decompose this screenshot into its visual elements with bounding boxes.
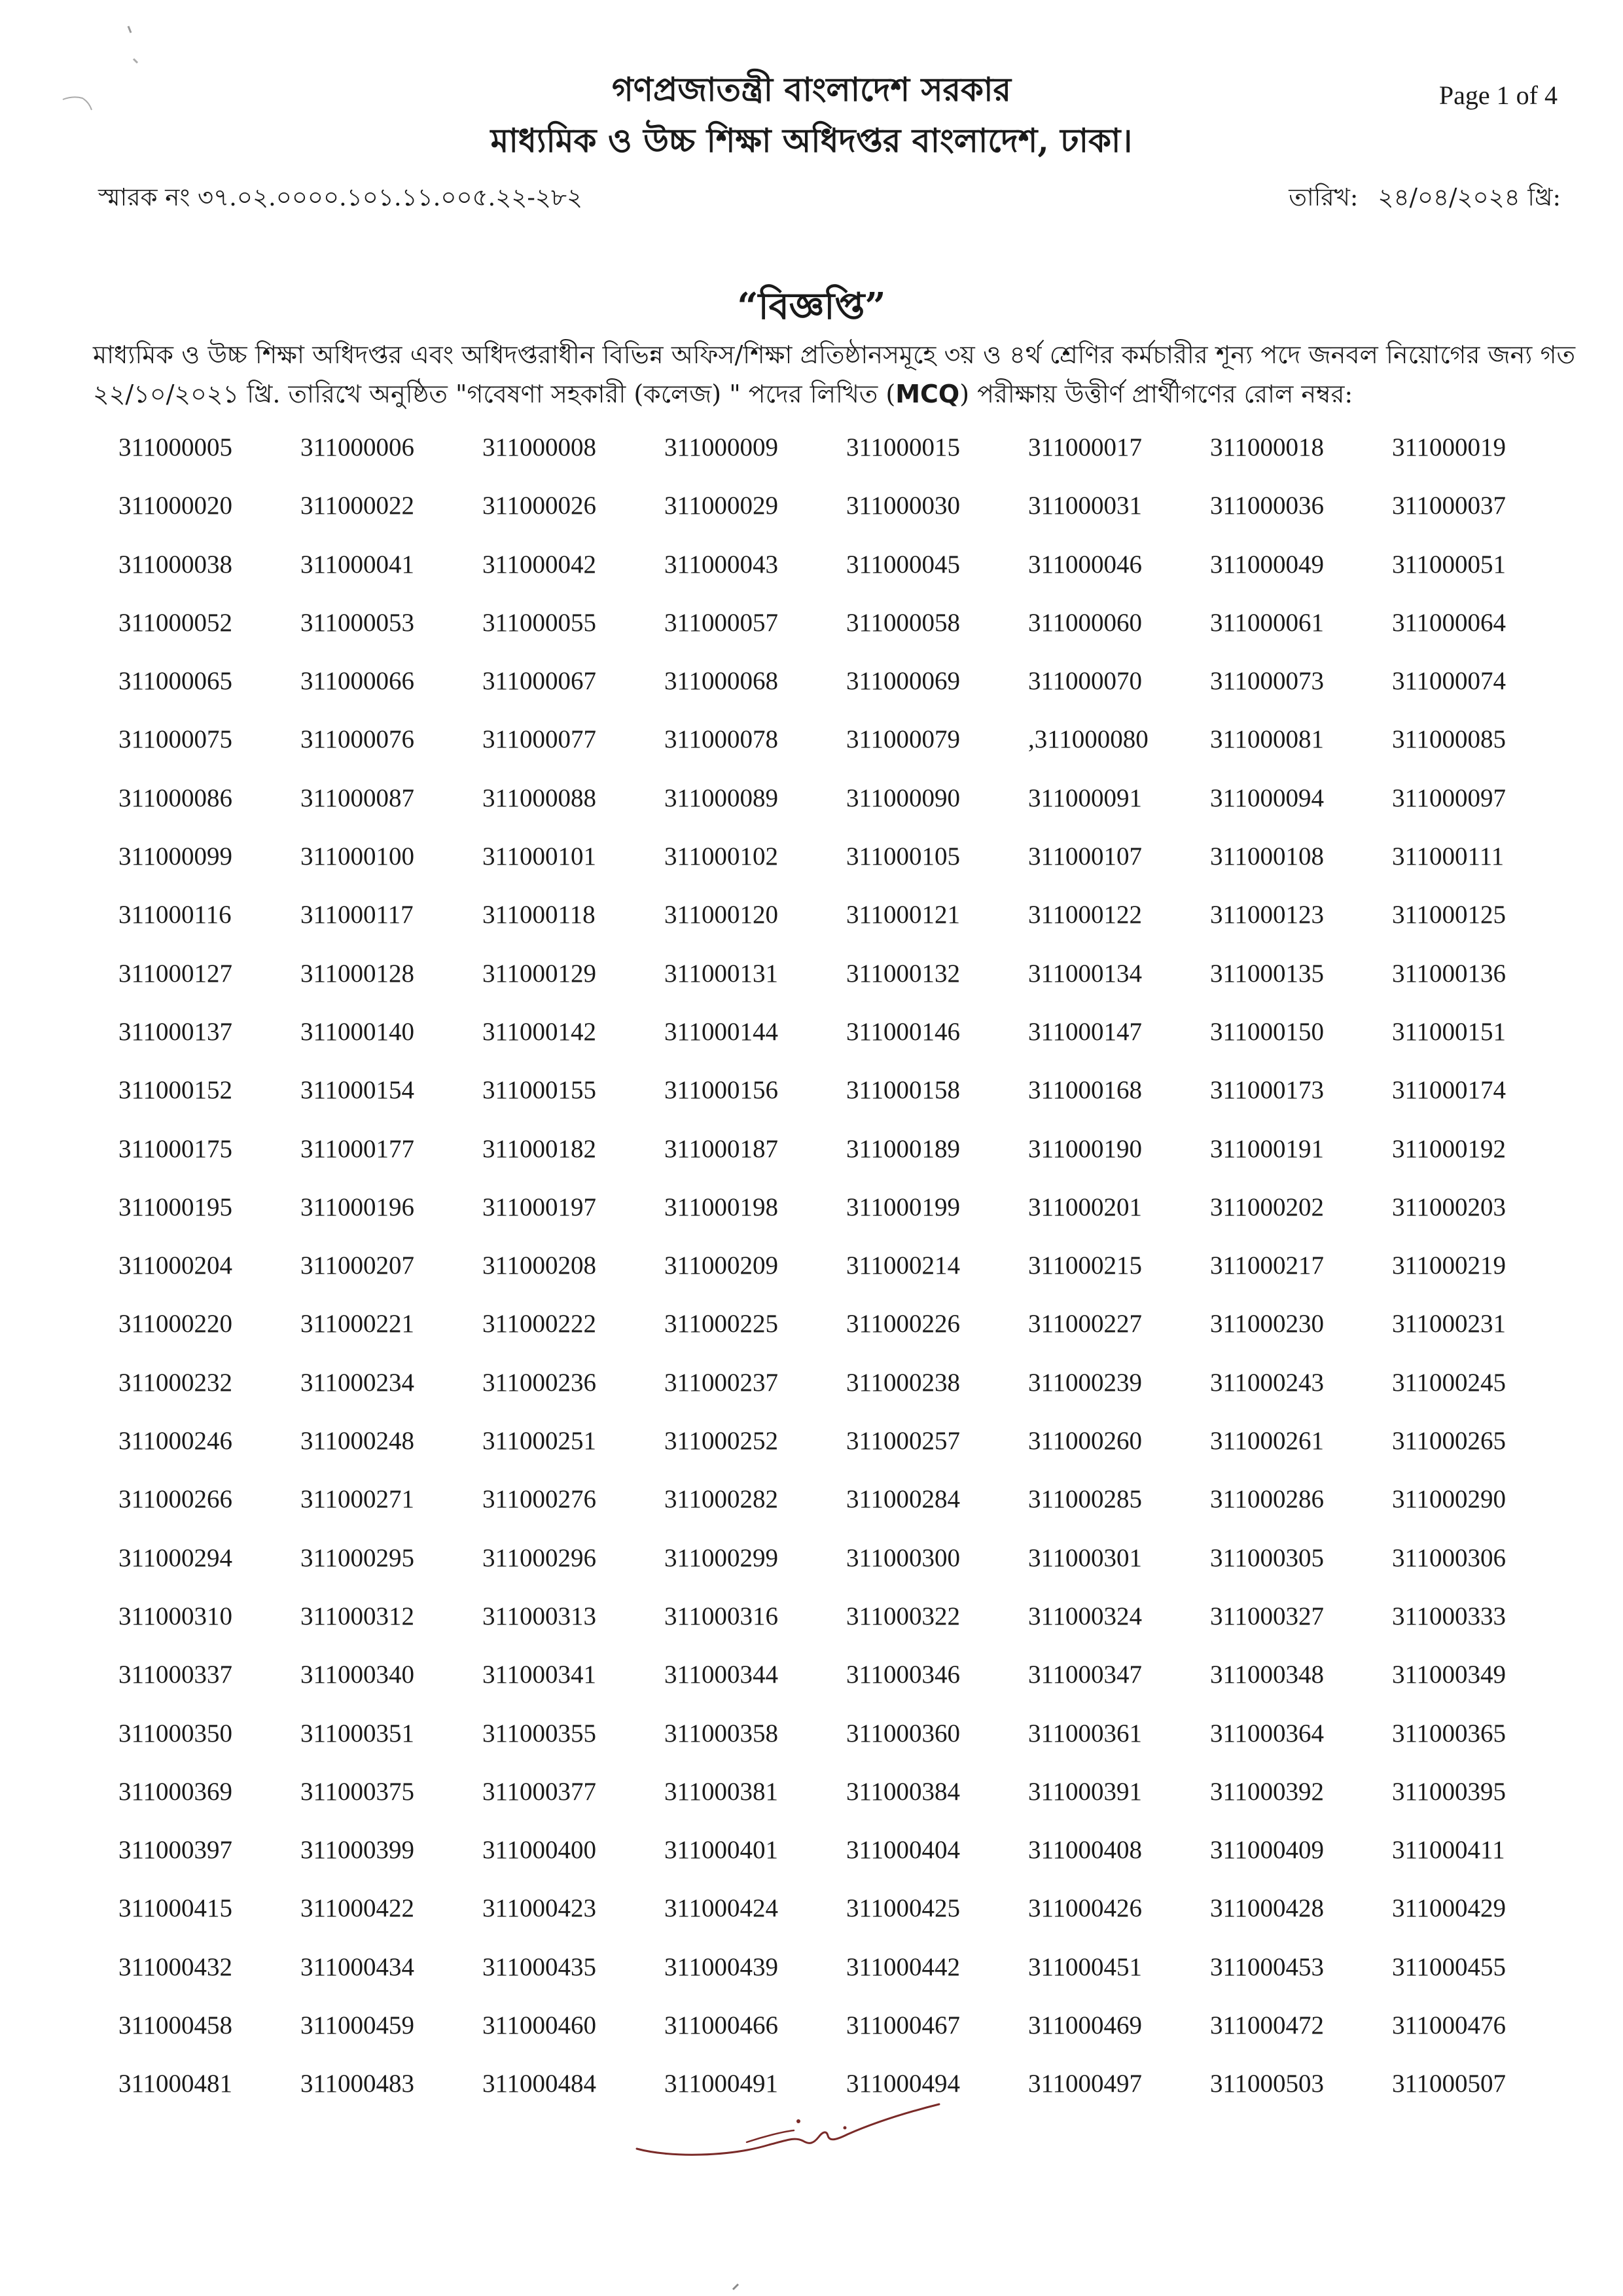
roll-number: 311000232 [118,1368,233,1397]
roll-number: 311000085 [1392,725,1507,754]
roll-number: 311000243 [1210,1368,1325,1397]
roll-number: 311000453 [1210,1952,1325,1981]
roll-number: 311000296 [482,1543,597,1572]
roll-number: 311000369 [118,1777,233,1806]
roll-number: 311000174 [1392,1076,1507,1105]
roll-number: 311000351 [300,1719,415,1748]
roll-number: 311000214 [846,1251,961,1280]
roll-number: 311000266 [118,1485,233,1514]
roll-number: 311000089 [664,783,779,812]
roll-number: 311000503 [1210,2070,1325,2098]
roll-number: 311000073 [1210,667,1325,696]
roll-number: 311000208 [482,1251,597,1280]
roll-number: 311000203 [1392,1193,1507,1221]
roll-number: 311000391 [1028,1777,1143,1806]
roll-number: 311000265 [1392,1427,1507,1456]
roll-number: 311000057 [664,608,779,637]
roll-number: 311000458 [118,2011,233,2040]
roll-number: 311000467 [846,2011,961,2040]
roll-number: 311000131 [664,959,779,988]
roll-number: 311000248 [300,1427,415,1456]
government-title: গণপ্রজাতন্ত্রী বাংলাদেশ সরকার [612,70,1011,109]
roll-number: 311000484 [482,2070,597,2098]
roll-number: 311000198 [664,1193,779,1221]
signature [632,2098,946,2170]
roll-number: 311000146 [846,1017,961,1046]
roll-number: 311000046 [1028,550,1143,579]
roll-number: 311000459 [300,2011,415,2040]
roll-number: 311000435 [482,1952,597,1981]
roll-number: 311000053 [300,608,415,637]
roll-number: 311000237 [664,1368,779,1397]
roll-number: 311000428 [1210,1894,1325,1923]
roll-number: 311000060 [1028,608,1143,637]
roll-number: 311000377 [482,1777,597,1806]
roll-number: 311000295 [300,1543,415,1572]
roll-number-grid [84,432,1576,2127]
roll-number: 311000037 [1392,492,1507,520]
roll-number: 311000097 [1392,783,1507,812]
roll-number: 311000108 [1210,842,1325,871]
roll-number: 311000384 [846,1777,961,1806]
roll-number: 311000038 [118,550,233,579]
roll-number: 311000107 [1028,842,1143,871]
roll-number: 311000091 [1028,783,1143,812]
roll-number: 311000069 [846,667,961,696]
roll-number: 311000415 [118,1894,233,1923]
roll-number: 311000349 [1392,1660,1507,1689]
roll-number: 311000251 [482,1427,597,1456]
roll-number: 311000142 [482,1017,597,1046]
roll-number: 311000117 [300,901,414,929]
roll-number: 311000344 [664,1660,779,1689]
roll-number: 311000397 [118,1836,233,1865]
roll-number: 311000202 [1210,1193,1325,1221]
roll-number: 311000079 [846,725,961,754]
roll-number: 311000282 [664,1485,779,1514]
roll-number: 311000152 [118,1076,233,1105]
roll-number: 311000144 [664,1017,779,1046]
roll-number: 311000358 [664,1719,779,1748]
roll-number: 311000409 [1210,1836,1325,1865]
roll-number: 311000313 [482,1602,597,1630]
roll-number: 311000322 [846,1602,961,1630]
roll-number: 311000215 [1028,1251,1143,1280]
roll-number: 311000123 [1210,901,1325,929]
roll-number: 311000395 [1392,1777,1507,1806]
roll-number: 311000187 [664,1134,779,1163]
roll-number: 311000460 [482,2011,597,2040]
roll-number: 311000245 [1392,1368,1507,1397]
roll-number: 311000030 [846,492,961,520]
roll-number: 311000252 [664,1427,779,1456]
roll-number: 311000360 [846,1719,961,1748]
roll-number: 311000134 [1028,959,1143,988]
roll-number: 311000221 [300,1310,415,1338]
roll-number: 311000422 [300,1894,415,1923]
roll-number: 311000337 [118,1660,233,1689]
roll-number: 311000015 [846,433,961,461]
roll-number: 311000455 [1392,1952,1507,1981]
department-title: মাধ্যমিক ও উচ্চ শিক্ষা অধিদপ্তর বাংলাদেশ, ঢাকা। [490,121,1133,160]
roll-number: 311000088 [482,783,597,812]
roll-number: 311000081 [1210,725,1325,754]
notice-intro [93,335,1575,414]
roll-number: 311000197 [482,1193,597,1221]
roll-number: 311000276 [482,1485,597,1514]
roll-number: 311000399 [300,1836,415,1865]
roll-number: 311000086 [118,783,233,812]
roll-number: 311000116 [118,901,232,929]
roll-number: 311000286 [1210,1485,1325,1514]
roll-number: 311000231 [1392,1310,1507,1338]
roll-number: 311000125 [1392,901,1507,929]
roll-number: 311000312 [300,1602,415,1630]
roll-number: 311000294 [118,1543,233,1572]
roll-number: 311000404 [846,1836,961,1865]
roll-number: 311000348 [1210,1660,1325,1689]
roll-number: 311000220 [118,1310,233,1338]
roll-number: 311000481 [118,2070,233,2098]
roll-number: 311000076 [300,725,415,754]
roll-number: 311000327 [1210,1602,1325,1630]
roll-number: 311000209 [664,1251,779,1280]
roll-number: 311000147 [1028,1017,1143,1046]
roll-number: 311000052 [118,608,233,637]
roll-number: 311000483 [300,2070,415,2098]
roll-number: 311000192 [1392,1134,1507,1163]
roll-number: 311000121 [846,901,961,929]
roll-number: 311000324 [1028,1602,1143,1630]
roll-number: 311000364 [1210,1719,1325,1748]
roll-number: 311000068 [664,667,779,696]
roll-number: 311000432 [118,1952,233,1981]
roll-number: 311000070 [1028,667,1143,696]
roll-number: 311000201 [1028,1193,1143,1221]
roll-number: 311000451 [1028,1952,1143,1981]
roll-number: 311000173 [1210,1076,1325,1105]
roll-number: 311000408 [1028,1836,1143,1865]
roll-number: 311000191 [1210,1134,1325,1163]
roll-number: 311000049 [1210,550,1325,579]
roll-number: 311000031 [1028,492,1143,520]
roll-number: 311000009 [664,433,779,461]
roll-number: 311000190 [1028,1134,1143,1163]
roll-number: 311000026 [482,492,597,520]
roll-number: 311000064 [1392,608,1507,637]
roll-number: 311000401 [664,1836,779,1865]
roll-number: 311000204 [118,1251,233,1280]
roll-number: 311000120 [664,901,779,929]
roll-number: 311000434 [300,1952,415,1981]
roll-number: 311000494 [846,2070,961,2098]
roll-number: 311000006 [300,433,415,461]
roll-number: 311000305 [1210,1543,1325,1572]
roll-number: 311000136 [1392,959,1507,988]
intro-mcq: MCQ [895,380,960,408]
roll-number: 311000222 [482,1310,597,1338]
roll-number: 311000285 [1028,1485,1143,1514]
roll-number: 311000300 [846,1543,961,1572]
roll-number: 311000234 [300,1368,415,1397]
roll-number: 311000271 [300,1485,415,1514]
roll-number: 311000411 [1392,1836,1505,1865]
roll-number: 311000355 [482,1719,597,1748]
roll-number: 311000340 [300,1660,415,1689]
roll-number: 311000099 [118,842,233,871]
roll-number: 311000074 [1392,667,1507,696]
roll-number: 311000346 [846,1660,961,1689]
roll-number: 311000226 [846,1310,961,1338]
roll-number: 311000239 [1028,1368,1143,1397]
roll-number: 311000041 [300,550,415,579]
roll-number: 311000225 [664,1310,779,1338]
roll-number: 311000392 [1210,1777,1325,1806]
roll-number: 311000182 [482,1134,597,1163]
roll-number: 311000425 [846,1894,961,1923]
roll-number: 311000301 [1028,1543,1143,1572]
roll-number: 311000507 [1392,2070,1507,2098]
roll-number: 311000168 [1028,1076,1143,1105]
roll-number: 311000129 [482,959,597,988]
roll-number: 311000424 [664,1894,779,1923]
roll-number: 311000077 [482,725,597,754]
roll-number: 311000217 [1210,1251,1325,1280]
roll-number: 311000316 [664,1602,779,1630]
roll-number: 311000100 [300,842,415,871]
roll-number: 311000429 [1392,1894,1507,1923]
roll-number: 311000423 [482,1894,597,1923]
roll-number: 311000347 [1028,1660,1143,1689]
roll-number: 311000066 [300,667,415,696]
roll-number: 311000065 [118,667,233,696]
roll-number: 311000177 [300,1134,415,1163]
roll-number: 311000017 [1028,433,1143,461]
roll-number: 311000426 [1028,1894,1143,1923]
roll-number: 311000350 [118,1719,233,1748]
roll-number: 311000469 [1028,2011,1143,2040]
roll-number: 311000156 [664,1076,779,1105]
roll-number: 311000155 [482,1076,597,1105]
roll-number: 311000195 [118,1193,233,1221]
roll-number: 311000036 [1210,492,1325,520]
roll-number: 311000299 [664,1543,779,1572]
roll-number: 311000127 [118,959,233,988]
roll-number: 311000122 [1028,901,1143,929]
roll-number: 311000135 [1210,959,1325,988]
roll-number: ,311000080 [1028,725,1149,754]
roll-number: 311000154 [300,1076,415,1105]
roll-number: 311000361 [1028,1719,1143,1748]
roll-number: 311000118 [482,901,596,929]
roll-number: 311000078 [664,725,779,754]
roll-number: 311000261 [1210,1427,1325,1456]
roll-number: 311000290 [1392,1485,1507,1514]
roll-number: 311000491 [664,2070,779,2098]
roll-number: 311000375 [300,1777,415,1806]
notice-title: “বিজ্ঞপ্তি” [737,285,886,328]
roll-number: 311000236 [482,1368,597,1397]
roll-number: 311000199 [846,1193,961,1221]
roll-number: 311000189 [846,1134,961,1163]
roll-number: 311000087 [300,783,415,812]
roll-number: 311000094 [1210,783,1325,812]
roll-number: 311000029 [664,492,779,520]
roll-number: 311000008 [482,433,597,461]
roll-number: 311000306 [1392,1543,1507,1572]
roll-number: 311000230 [1210,1310,1325,1338]
roll-number: 311000020 [118,492,233,520]
roll-number: 311000466 [664,2011,779,2040]
roll-number: 311000260 [1028,1427,1143,1456]
date-block [1289,178,1561,219]
intro-text-part1: মাধ্যমিক ও উচ্চ শিক্ষা অধিদপ্তর এবং অধিদপ্তরাধীন বিভিন্ন অফিস/শিক্ষা প্রতিষ্ঠানসমূহে ৩য় ও ৪র্থ শ্রেণির কর্মচারীর শূন্য পদে জনবল নিয়োগের জন্য গত ২২/১০/২০২১ খ্রি. তারিখে অনুষ্ঠিত "গবেষণা সহকারী (কলেজ) " পদের লিখিত ( [93,340,1575,408]
roll-number: 311000005 [118,433,233,461]
roll-number: 311000019 [1392,433,1507,461]
roll-number: 311000257 [846,1427,961,1456]
date-value: ২৪/০৪/২০২৪ খ্রি: [1378,183,1561,211]
roll-number: 311000219 [1392,1251,1507,1280]
roll-number: 311000365 [1392,1719,1507,1748]
roll-number: 311000022 [300,492,415,520]
roll-number: 311000055 [482,608,597,637]
memo-number: স্মারক নং ৩৭.০২.০০০০.১০১.১১.০০৫.২২-২৮২ [98,183,583,211]
roll-number: 311000333 [1392,1602,1507,1630]
roll-number: 311000075 [118,725,233,754]
roll-number: 311000150 [1210,1017,1325,1046]
roll-number: 311000137 [118,1017,233,1046]
intro-text-part2: ) পরীক্ষায় উত্তীর্ণ প্রার্থীগণের রোল নম্বর: [959,380,1353,408]
roll-number: 311000310 [118,1602,233,1630]
roll-number: 311000042 [482,550,597,579]
roll-number: 311000341 [482,1660,597,1689]
page-indicator: Page 1 of 4 [1438,81,1558,110]
roll-number: 311000043 [664,550,779,579]
roll-number: 311000381 [664,1777,779,1806]
roll-number: 311000158 [846,1076,961,1105]
roll-number: 311000207 [300,1251,415,1280]
roll-number: 311000058 [846,608,961,637]
roll-number: 311000246 [118,1427,233,1456]
roll-number: 311000105 [846,842,961,871]
roll-number: 311000284 [846,1485,961,1514]
roll-number: 311000175 [118,1134,233,1163]
roll-number: 311000051 [1392,550,1507,579]
roll-number: 311000196 [300,1193,415,1221]
roll-number: 311000140 [300,1017,415,1046]
roll-number: 311000128 [300,959,415,988]
roll-number: 311000067 [482,667,597,696]
roll-number: 311000111 [1392,842,1505,871]
roll-number: 311000101 [482,842,597,871]
roll-number: 311000442 [846,1952,961,1981]
roll-number: 311000238 [846,1368,961,1397]
roll-number: 311000045 [846,550,961,579]
roll-number: 311000102 [664,842,779,871]
roll-number: 311000132 [846,959,961,988]
roll-number: 311000090 [846,783,961,812]
roll-number: 311000472 [1210,2011,1325,2040]
roll-number: 311000439 [664,1952,779,1981]
roll-number: 311000151 [1392,1017,1507,1046]
roll-number: 311000061 [1210,608,1325,637]
roll-number: 311000018 [1210,433,1325,461]
roll-number: 311000476 [1392,2011,1507,2040]
roll-number: 311000497 [1028,2070,1143,2098]
date-label: তারিখ: [1289,183,1359,211]
roll-number: 311000227 [1028,1310,1143,1338]
roll-number: 311000400 [482,1836,597,1865]
